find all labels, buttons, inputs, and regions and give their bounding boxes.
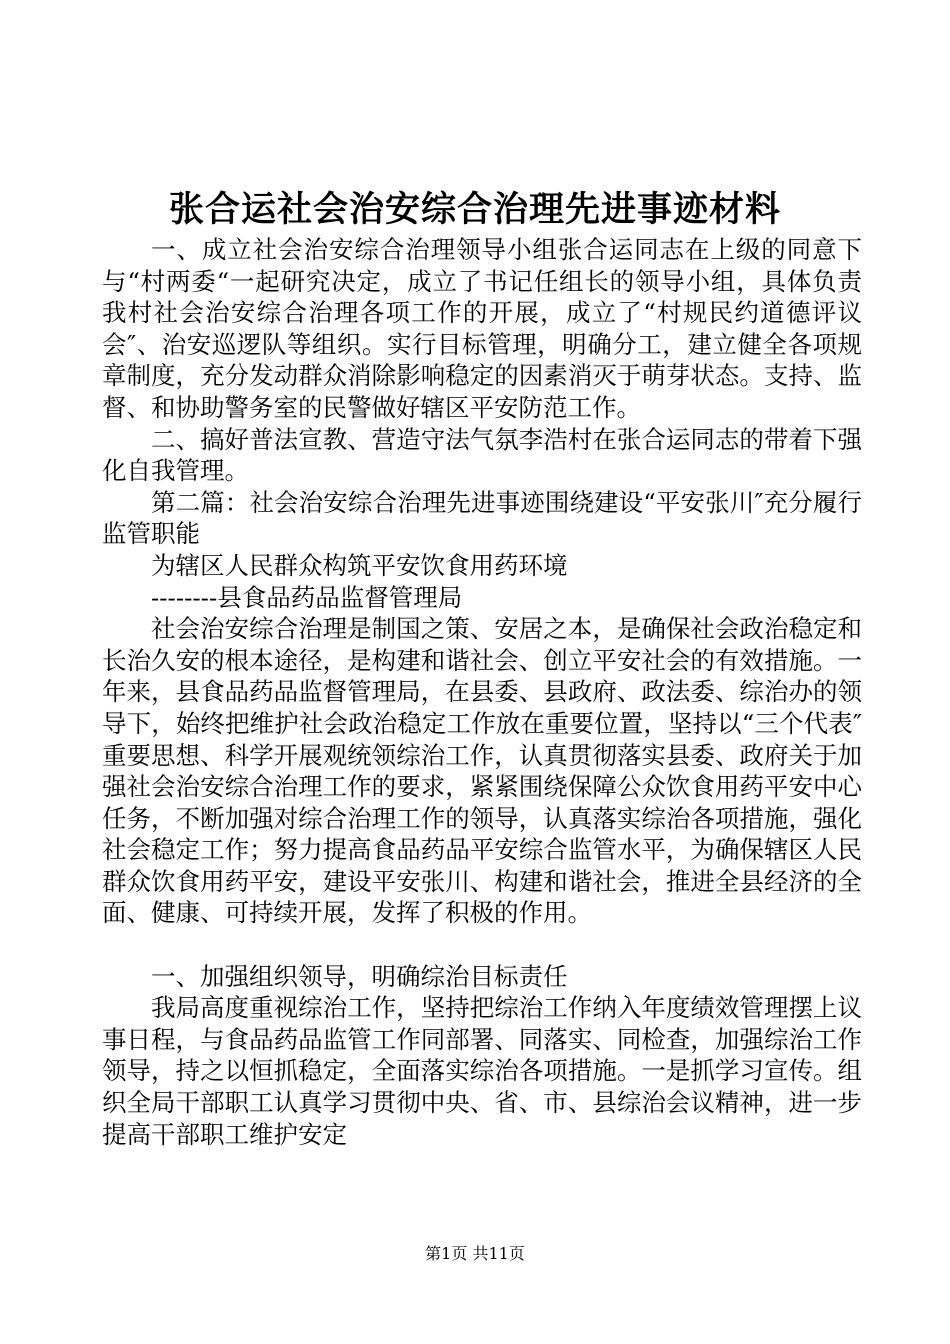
paragraph: 为辖区人民群众构筑平安饮食用药环境	[151, 550, 568, 580]
paragraph: 一、成立社会治安综合治理领导小组张合运同志在上级的同意下与“村两委“一起研究决定，成立了书记任组长的领导小组，具体负责我村社会治安综合治理各项工作的开展，成立了“村规民约道德评议会″、治安巡逻队等组织。实行目标管理，明确分工，建立健全各项规章制度，充分发动群众消除影响稳定的因素消灭于萌芽状态。支持、监督、和协助警务室的民警做好辖区平安防范工作。	[102, 235, 862, 422]
document-title: 张合运社会治安综合治理先进事迹材料	[168, 190, 781, 230]
paragraph: 二、搞好普法宣教、营造守法气氛李浩村在张合运同志的带着下强化自我管理。	[102, 424, 862, 486]
document-body	[102, 234, 862, 1150]
paragraph: --------县食品药品监督管理局	[151, 582, 463, 612]
paragraph: 社会治安综合治理是制国之策、安居之本，是确保社会政治稳定和长治久安的根本途径，是构建和谐社会、创立平安社会的有效措施。一年来，县食品药品监督管理局，在县委、县政府、政法委、综治办的领导下，始终把维护社会政治稳定工作放在重要位置，坚持以“三个代表″重要思想、科学开展观统领综治工作，认真贯彻落实县委、政府关于加强社会治安综合治理工作的要求，紧紧围绕保障公众饮食用药平安中心任务，不断加强对综合治理工作的领导，认真落实综治各项措施，强化社会稳定工作；努力提高食品药品平安综合监管水平，为确保辖区人民群众饮食用药平安，建设平安张川、构建和谐社会，推进全县经济的全面、健康、可持续开展，发挥了积极的作用。	[102, 614, 862, 928]
section-heading: 一、加强组织领导，明确综治目标责任	[151, 961, 568, 991]
paragraph: 第二篇：社会治安综合治理先进事迹围绕建设“平安张川″充分履行监管职能	[102, 487, 862, 549]
paragraph: 我局高度重视综治工作，坚持把综治工作纳入年度绩效管理摆上议事日程，与食品药品监管工作同部署、同落实、同检查，加强综治工作领导，持之以恒抓稳定，全面落实综治各项措施。一是抓学习宣传。组织全局干部职工认真学习贯彻中央、省、市、县综治会议精神，进一步提高干部职工维护安定	[102, 993, 862, 1149]
page-number-footer: 第1页 共11页	[425, 1244, 525, 1263]
